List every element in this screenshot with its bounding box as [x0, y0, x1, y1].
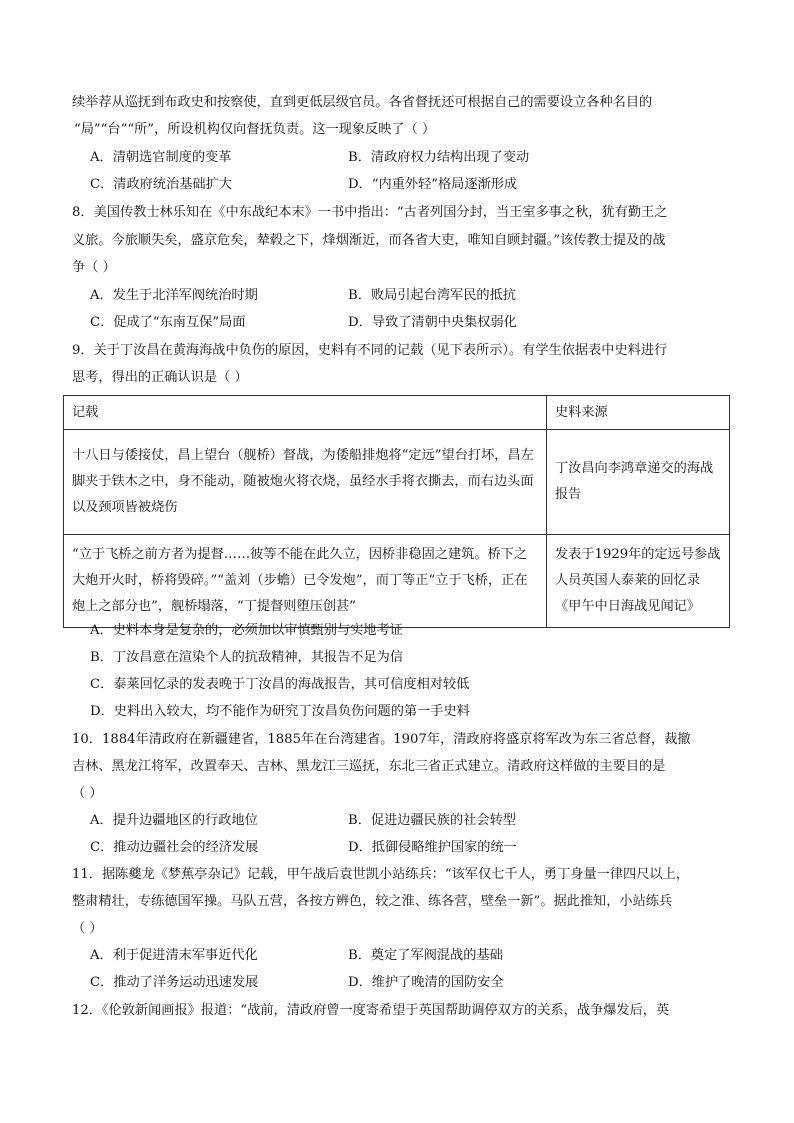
- q8-option-a[interactable]: A．发生于北洋军阀统治时期: [90, 288, 258, 303]
- q11-option-d[interactable]: D．维护了晚清的国防安全: [348, 975, 504, 990]
- q10-option-a[interactable]: A．提升边疆地区的行政地位: [90, 813, 258, 828]
- q9-option-b[interactable]: B．丁汝昌意在渲染个人的抗敌精神，其报告不足为信: [90, 650, 404, 665]
- table-row: [64, 535, 730, 628]
- table-cell-source: 丁汝昌向李鸿章递交的海战报告: [547, 430, 730, 535]
- q7-option-d[interactable]: D．“内重外轻”格局逐渐形成: [348, 177, 518, 192]
- q7-stem-line-1: 续举荐从巡抚到布政史和按察使，直到更低层级官员。各省督抚还可根据自己的需要设立各种名目的: [72, 95, 653, 110]
- q8-stem-line-2: 义旅。今旅顺失矣，盛京危矣，辇毂之下，烽烟渐近，而各省大吏，唯知自顾封疆。”该传教士提及的战: [72, 233, 666, 248]
- q9-stem-line-2: 思考，得出的正确认识是（ ）: [72, 370, 248, 385]
- q8-stem-line-3: 争（ ）: [72, 260, 116, 275]
- table-cell-record: “立于飞桥之前方者为提督……彼等不能在此久立，因桥非稳固之建筑。桥下之大炮开火时，桥将毁碎。”“盖刘（步蟾）已令发炮”，而丁等正“立于飞桥，正在炮上之部分也”，舰桥塌落，“丁提督则堕压创甚”: [64, 535, 547, 628]
- q9-stem-line-1: 9．关于丁汝昌在黄海海战中负伤的原因，史料有不同的记载（见下表所示）。有学生依据表中史料进行: [72, 343, 668, 358]
- table-header-source: 史料来源: [547, 396, 730, 430]
- q10-stem-line-3: （ ）: [72, 786, 103, 801]
- table-row: [64, 430, 730, 535]
- q9-option-a[interactable]: A．史料本身是复杂的，必须加以审慎甄别与实地考证: [90, 623, 403, 638]
- q9-option-c[interactable]: C．泰莱回忆录的发表晚于丁汝昌的海战报告，其可信度相对较低: [90, 677, 470, 692]
- table-cell-record: 十八日与倭接仗，昌上望台（舰桥）督战，为倭船排炮将“定远”望台打坏，昌左脚夹于铁木之中，身不能动，随被炮火将衣烧，虽经水手将衣撕去，而右边头面以及颈项皆被烧伤: [64, 430, 547, 535]
- q10-option-d[interactable]: D．抵御侵略维护国家的统一: [348, 840, 517, 855]
- q9-option-d[interactable]: D．史料出入较大，均不能作为研究丁汝昌负伤问题的第一手史料: [90, 704, 470, 719]
- q11-option-b[interactable]: B．奠定了军阀混战的基础: [348, 948, 503, 963]
- q8-option-d[interactable]: D．导致了清朝中央集权弱化: [348, 315, 517, 330]
- q8-stem-line-1: 8．美国传教士林乐知在《中东战纪本末》一书中指出：“古者列国分封，当王室多事之秋，犹有勤王之: [72, 205, 668, 220]
- q11-option-a[interactable]: A．利于促进清末军事近代化: [90, 948, 258, 963]
- q11-stem-line-3: （ ）: [72, 921, 103, 936]
- table-header-record: 记载: [64, 396, 547, 430]
- q11-option-c[interactable]: C．推动了洋务运动迅速发展: [90, 975, 259, 990]
- q10-option-b[interactable]: B．促进边疆民族的社会转型: [348, 813, 516, 828]
- table-cell-source: 发表于1929年的定远号参战人员英国人泰莱的回忆录《甲午中日海战见闻记》: [547, 535, 730, 628]
- q8-option-b[interactable]: B．败局引起台湾军民的抵抗: [348, 288, 516, 303]
- q12-stem-line-1: 12．《伦敦新闻画报》报道：“战前，清政府曾一度寄希望于英国帮助调停双方的关系，战争爆发后，英: [72, 1003, 670, 1018]
- q7-option-a[interactable]: A．清朝选官制度的变革: [90, 150, 232, 165]
- q7-option-b[interactable]: B．清政府权力结构出现了变动: [348, 150, 530, 165]
- q8-option-c[interactable]: C．促成了“东南互保”局面: [90, 315, 246, 330]
- q7-option-c[interactable]: C．清政府统治基础扩大: [90, 177, 232, 192]
- q11-stem-line-1: 11．据陈夔龙《梦蕉亭杂记》记载，甲午战后袁世凯小站练兵：“该军仅七千人，勇丁身量一律四尺以上，: [72, 867, 689, 882]
- q11-stem-line-2: 整肃精壮，专练德国军操。马队五营，各按方辨色，较之淮、练各营，壁垒一新”。据此推知，小站练兵: [72, 894, 673, 909]
- q10-stem-line-2: 吉林、黑龙江将军，改置奉天、吉林、黑龙江三巡抚，东北三省正式建立。清政府这样做的主要目的是: [72, 759, 666, 774]
- q10-option-c[interactable]: C．推动边疆社会的经济发展: [90, 840, 259, 855]
- q7-stem-line-2: “局”“台”“所”，所设机构仅向督抚负责。这一现象反映了（ ）: [74, 122, 436, 137]
- table-header-row: [64, 396, 730, 430]
- q9-source-table: [63, 395, 730, 628]
- q10-stem-line-1: 10．1884年清政府在新疆建省，1885年在台湾建省。1907年，清政府将盛京将军改为东三省总督，裁撤: [72, 732, 691, 747]
